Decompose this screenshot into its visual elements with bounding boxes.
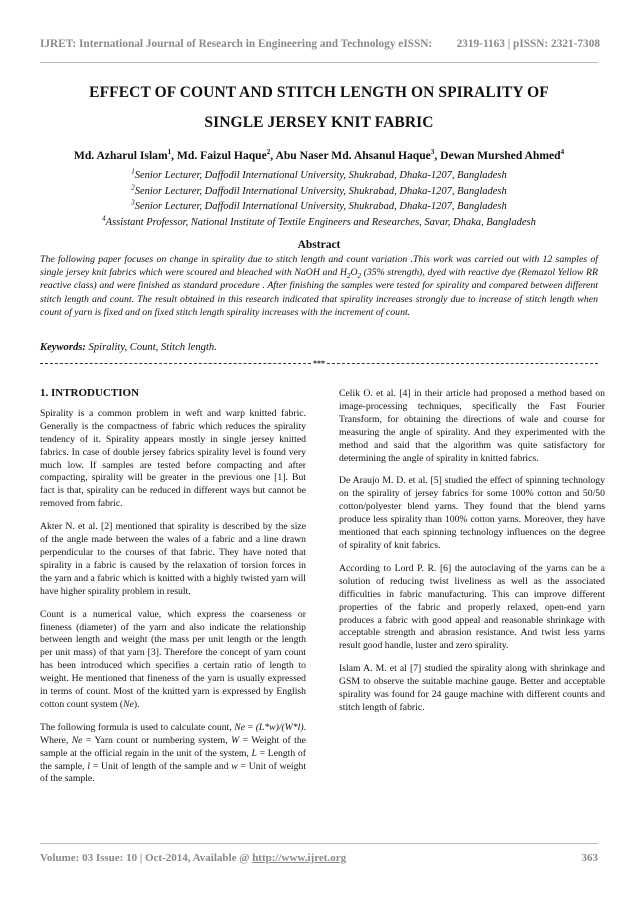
paragraph: Islam A. M. et al [7] studied the spirality along with shrinkage and GSM to observe the suitable machine gauge. Better and acceptable spirality was found for 24 gauge machine with different counts and stitch length of fabric. (339, 663, 605, 713)
header-rule (40, 62, 598, 63)
author-sup: 4 (560, 148, 565, 157)
footer-volume-info (40, 852, 346, 864)
affiliation (20, 199, 618, 215)
separator-dash-left (40, 363, 311, 364)
left-column (40, 387, 306, 796)
paragraph-formula (40, 722, 306, 787)
separator-dash-right (327, 363, 598, 364)
text-run: = (245, 721, 256, 733)
author-name: Abu Naser Md. Ahsanul Haque (275, 149, 431, 162)
affiliation (20, 168, 618, 184)
separator-stars: *** (313, 358, 325, 368)
affiliation-text: Senior Lecturer, Daffodil International University, Shukrabad, Dhaka-1207, Bangladesh (134, 185, 507, 197)
title-line-1: EFFECT OF COUNT AND STITCH LENGTH ON SPIRALITY OF (89, 84, 549, 101)
journal-website-link[interactable]: http://www.ijret.org (252, 852, 347, 864)
author-name: Dewan Murshed Ahmed (440, 149, 561, 162)
abstract-text (40, 253, 598, 319)
author-name: Md. Azharul Islam (73, 149, 168, 162)
text-run: = Weight of the sample at the official regain in the unit of the system, (40, 734, 306, 759)
paper-title (40, 78, 598, 138)
author-sup: 3 (430, 148, 435, 157)
italic-term: Ne (123, 698, 134, 710)
paragraph: According to Lord P. R. [6] the autoclaving of the yarns can be a solution of reducing twist liveliness as well as the associated difficulties in fabric manufacturing. This can improve different properties of the fabric and properly relaxed, open-end yarn produces a fabric with good appeal and reasonable shrinkage with acceptable strength and abrasion resistance. And twist less yarns result good handle, luster and zero spirality. (339, 562, 605, 652)
keywords-text: Spirality, Count, Stitch length. (85, 342, 217, 353)
affiliation (20, 215, 618, 231)
affiliation-sup: 1 (131, 167, 135, 176)
abstract-subscript: 2 (346, 272, 351, 281)
keywords-label: Keywords: (40, 342, 86, 353)
section-separator (40, 357, 598, 369)
text-run: . Where, (40, 721, 307, 746)
abstract-heading: Abstract (297, 239, 341, 251)
text-run: Count is a numerical value, which express the coarseness or fineness (diameter) of the yarn and also indicate the relationship between length and weight (the mass per unit length or the length per unit mass) of that yarn [3]. Therefore the concept of yarn count has been introduced which specifies a certain ratio of length to weight. He mentioned that fineness of the yarn is usually expressed in terms of count. Most of the knitted yarn is expressed by English cotton count system ( (40, 608, 306, 710)
abstract-part: The following paper focuses on change in spirality due to stitch length and count variation .This work was carried out with 12 samples of single jersey knit fabrics which were scoured and bleached with NaOH and H (40, 254, 598, 279)
running-header (40, 38, 600, 50)
abstract-part: O (350, 267, 358, 279)
author-sup: 2 (266, 148, 271, 157)
title-line-2: SINGLE JERSEY KNIT FABRIC (204, 114, 434, 131)
author-list: Md. Azharul Islam$^1$, Md. Faizul Haque$^2$, Abu Naser Md. Ahsanul Haque$^3$, Dewan Murshed Ahmed$^4$ (73, 148, 565, 162)
text-run: = Yarn count or numbering system, (82, 734, 232, 746)
journal-name: IJRET: International Journal of Research in Engineering and Technology eISSN: (40, 38, 433, 50)
affiliation-text: Assistant Professor, National Institute of Textile Engineers and Researches, Savar, Dhaka, Bangladesh (105, 216, 536, 228)
italic-term: L (251, 747, 257, 759)
italic-term: w (231, 760, 238, 772)
paragraph: Akter N. et al. [2] mentioned that spirality is described by the size of the angle made between the wales of a fabric and a line drawn perpendicular to the courses of that fabric. They have noted that spirality in a fabric is caused by the relaxation of torsion forces in the yarn and a fabric which is knitted with a highly twisted yarn will have higher spirality problem in result. (40, 521, 306, 597)
text-run: ). (133, 698, 140, 710)
text-run: = Unit of weight of the sample. (40, 760, 307, 785)
italic-term: l (87, 760, 90, 772)
abstract-part: (35% strength), dyed with reactive dye (Remazol Yellow RR reactive class) and were finished as standard procedure . After finishing the samples were tested for spirality and compared between different stitch length and count. The result obtained in this research indicated that spirality increases strongly due to increase of stitch length when count of yarn is fixed and on fixed stitch length spirality increases with the increment of count. (40, 267, 598, 318)
journal-issn: 2319-1163 | pISSN: 2321-7308 (456, 38, 600, 50)
italic-term: Ne (71, 734, 83, 746)
count-formula: (L*w)/(W*l) (255, 721, 304, 733)
text-run: = Length of the sample, (40, 747, 306, 772)
right-column (339, 388, 605, 725)
footer-text: Volume: 03 Issue: 10 | Oct-2014, Available @ (40, 852, 253, 864)
italic-term: Ne (234, 721, 246, 733)
affiliation-sup: 3 (131, 198, 135, 207)
paragraph: De Araujo M. D. et al. [5] studied the effect of spinning technology on the spirality of jersey fabrics for some 100% cotton and 50/50 cotton/polyester blend yarns. They found that the blend yarns produce less spirality than 100% cotton yarns. Moreover, they have mentioned that each spinning technology influences on the degree of spirality of knit fabrics. (339, 475, 605, 551)
abstract-subscript: 2 (357, 272, 362, 281)
section-heading-introduction: 1. INTRODUCTION (40, 387, 140, 399)
italic-term: W (231, 734, 240, 746)
paragraph: Celik O. et al. [4] in their article had proposed a method based on image-processing techniques, specifically the Fast Fourier Transform, for obtaining the directions of wale and course for measuring the angle of spirality. And they experimented with the method and said that the algorithm was quite satisfactory for determining the angle of spirality in knitted fabrics. (339, 388, 605, 464)
affiliation-sup: 4 (102, 214, 106, 222)
affiliation (20, 184, 618, 200)
running-footer (40, 852, 598, 864)
paragraph (40, 609, 306, 712)
affiliation-text: Senior Lecturer, Daffodil International University, Shukrabad, Dhaka-1207, Bangladesh (134, 170, 507, 181)
author-name: Md. Faizul Haque (176, 149, 267, 162)
affiliation-list (20, 168, 618, 230)
text-run: The following formula is used to calculate count, (40, 721, 235, 733)
footer-rule (40, 843, 598, 844)
page-number: 363 (581, 852, 598, 864)
keywords (40, 342, 598, 353)
text-run: = Unit of length of the sample and (89, 760, 232, 772)
affiliation-sup: 2 (131, 183, 135, 191)
affiliation-text: Senior Lecturer, Daffodil International University, Shukrabad, Dhaka-1207, Bangladesh (134, 201, 507, 212)
paragraph: Spirality is a common problem in weft and warp knitted fabric. Generally is the compactness of fabric which reduces the spirality tendency of it. Spirality appears mostly in single jersey knitted fabrics. In case of double jersey fabrics spirality level is found very much low. If samples are tested before compacting and after compacting, spirality will be greater in the previous one [1]. But fact is that, spirality can be reduced in different ways but cannot be removed from fabric. (40, 407, 306, 510)
author-sup: 1 (167, 148, 172, 157)
